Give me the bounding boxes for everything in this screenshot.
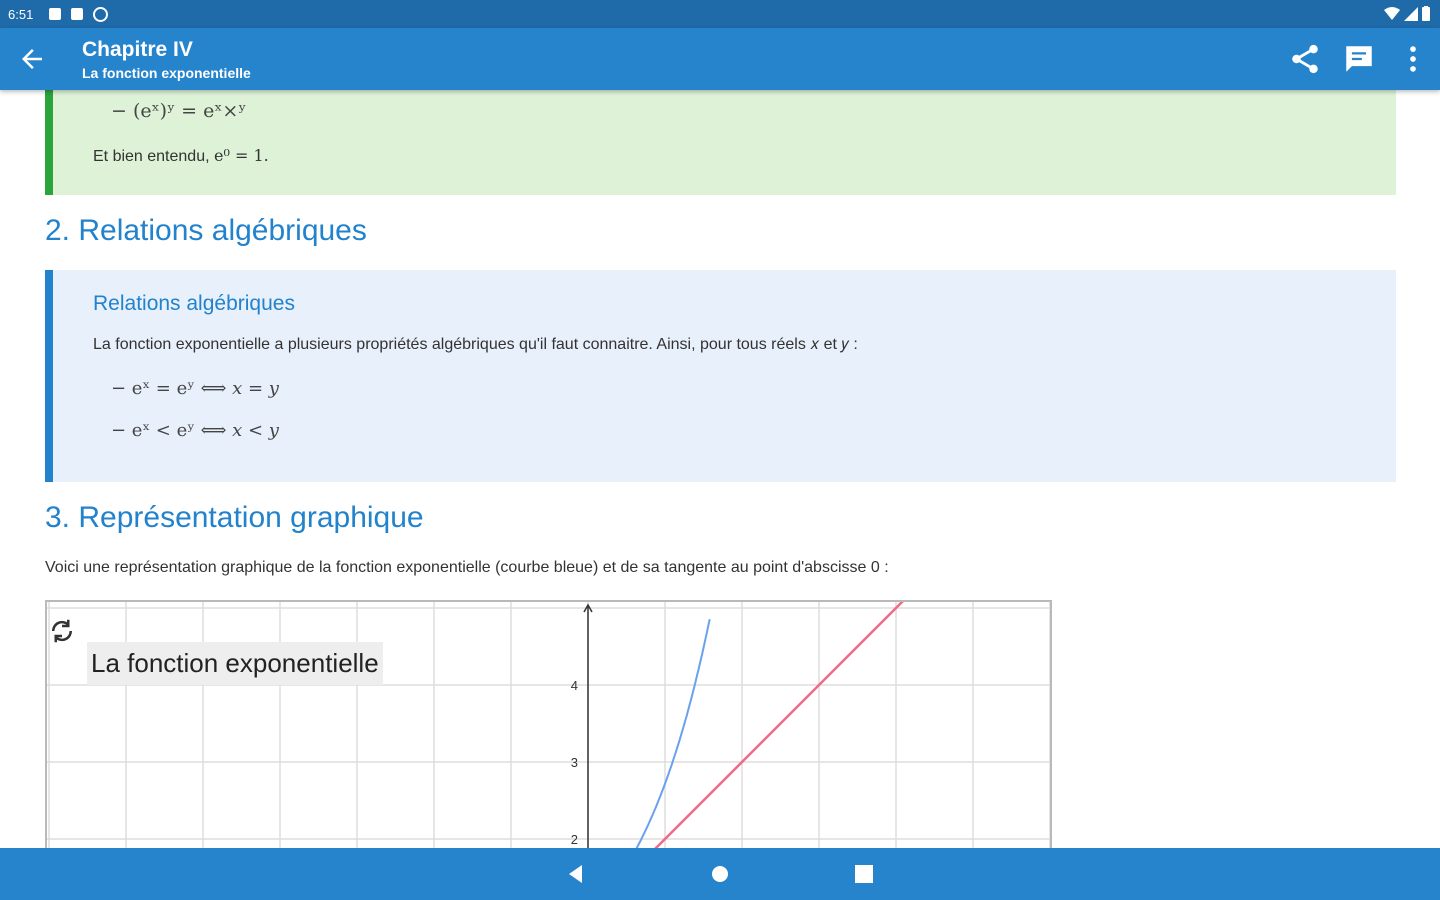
relation-item: − eˣ = eʸ ⟺ 𝑥 = 𝑦 [111, 378, 279, 399]
battery-icon [1422, 6, 1430, 21]
property-formula: − (eˣ)ʸ = eˣ×ʸ [111, 100, 247, 122]
page-subtitle: La fonction exponentielle [82, 65, 251, 81]
tangent-line [588, 602, 973, 848]
app-notification-icon [93, 7, 108, 22]
relations-box [45, 270, 1396, 482]
system-icons [1384, 6, 1430, 21]
relation-item: − eˣ < eʸ ⟺ 𝑥 < 𝑦 [111, 420, 279, 441]
property-note-math: e⁰ = 1. [213, 146, 269, 165]
y-tick-label: 4 [570, 678, 578, 693]
graph-canvas[interactable] [47, 602, 1052, 848]
page-title: Chapitre IV [82, 38, 193, 61]
refresh-icon[interactable] [47, 616, 77, 646]
y-tick-label: 2 [570, 832, 578, 847]
relations-box-title: Relations algébriques [93, 292, 295, 315]
properties-box [45, 90, 1396, 195]
system-nav-bar [0, 848, 1440, 900]
y-tick-label: 3 [570, 755, 578, 770]
notification-icons [49, 7, 108, 22]
exponential-curve [357, 619, 710, 848]
wifi-icon [1384, 7, 1400, 21]
relations-box-text: La fonction exponentielle a plusieurs propriétés algébriques qu'il faut connaitre. Ainsi, pour tous réels 𝑥 et 𝑦 : [93, 336, 858, 353]
lesson-content[interactable] [0, 90, 1440, 848]
back-arrow-icon[interactable] [16, 44, 48, 74]
status-time: 6:51 [8, 6, 34, 22]
graph-widget[interactable] [45, 600, 1052, 848]
signal-icon [1404, 7, 1418, 21]
notification-icon [49, 8, 61, 20]
nav-recents-icon[interactable] [852, 862, 876, 886]
status-bar [0, 0, 1440, 28]
nav-back-icon[interactable] [564, 862, 588, 886]
graph-intro-text: Voici une représentation graphique de la fonction exponentielle (courbe bleue) et de sa tangente au point d'abscisse 0 : [45, 559, 889, 576]
comment-icon[interactable] [1342, 42, 1376, 76]
nav-home-icon[interactable] [708, 862, 732, 886]
app-bar [0, 28, 1440, 90]
section-heading-relations: 2. Relations algébriques [45, 214, 367, 247]
more-vert-icon[interactable] [1396, 42, 1430, 76]
graph-title: La fonction exponentielle [87, 642, 383, 685]
property-note [93, 146, 269, 166]
share-icon[interactable] [1288, 42, 1322, 76]
section-heading-graph: 3. Représentation graphique [45, 501, 424, 534]
sd-card-icon [71, 8, 83, 20]
property-note-text: Et bien entendu, [93, 148, 214, 165]
